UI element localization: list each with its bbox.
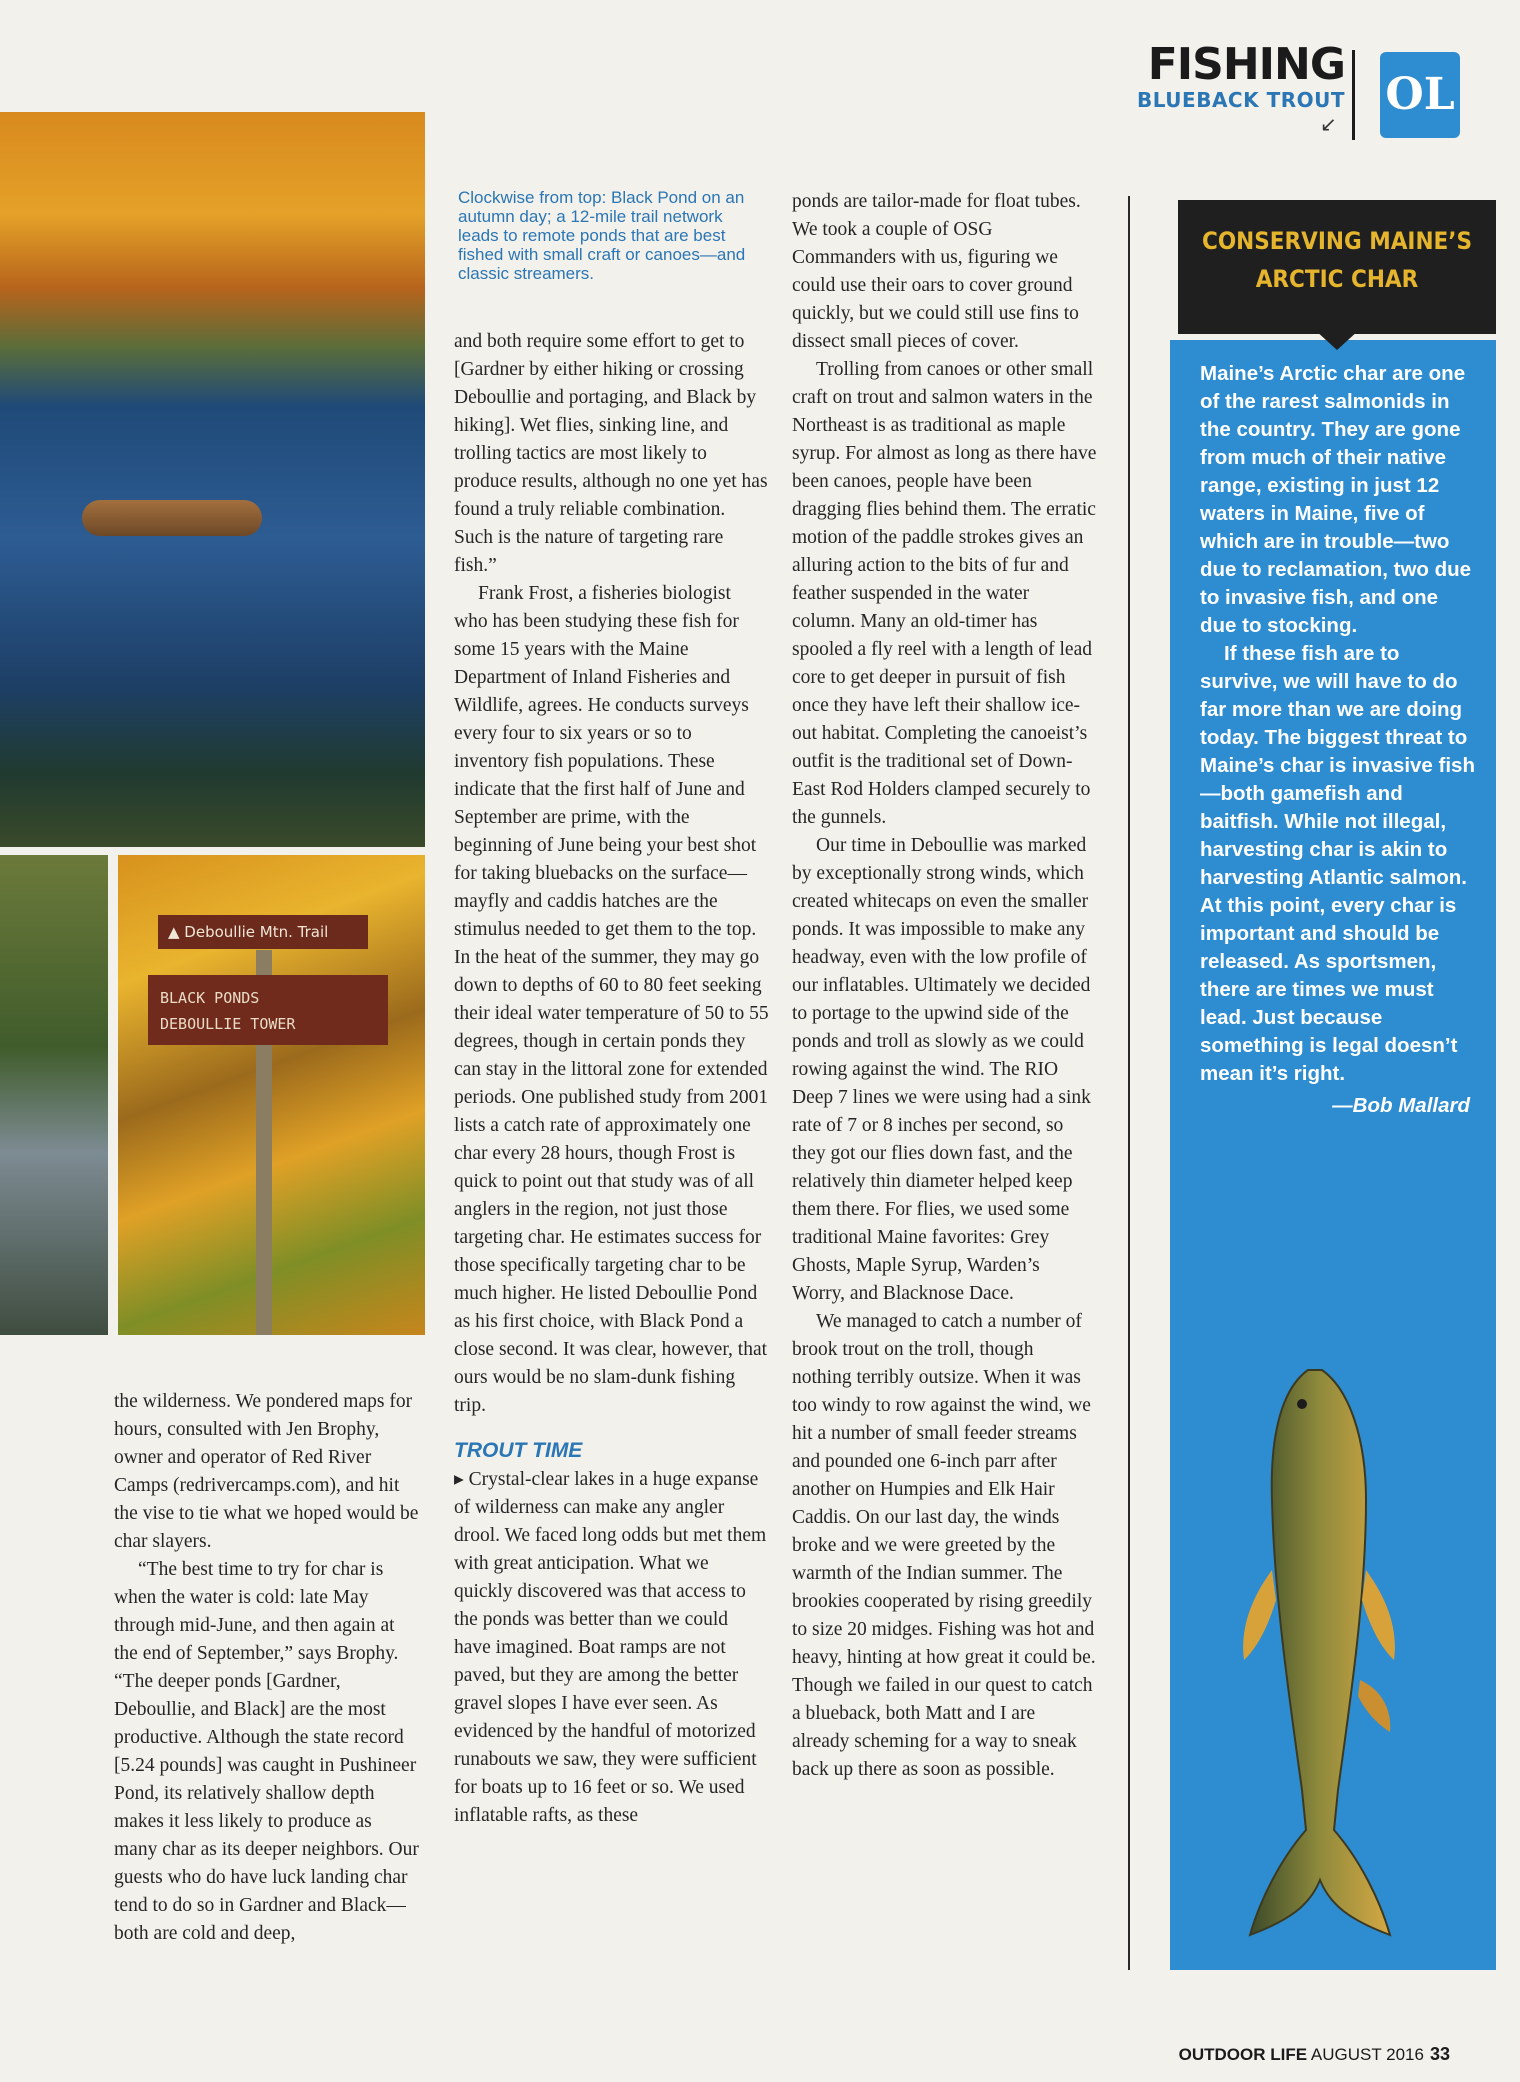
ol-logo: OL	[1380, 52, 1460, 138]
paragraph: “The best time to try for char is when the water is cold: late May through mid-June, and then again at the end of September,” says Brophy. “The deeper ponds [Gardner, Deboullie, and Black] are the most productive. Although the state record [5.24 pounds] was caught in Pushineer Pond, its relatively shallow depth makes it less likely to produce as many char as its deeper neighbors. Our guests who do have luck landing char tend to do so in Gardner and Black—both are cold and deep,	[114, 1559, 419, 1944]
paragraph: the wilderness. We pondered maps for hours, consulted with Jen Brophy, owner and operator of Red River Camps (redrivercamps.com), and hit the vise to tie what we hoped would be char slayers.	[114, 1391, 419, 1552]
direction-sign	[148, 975, 388, 1045]
photo-caption: Clockwise from top: Black Pond on an autumn day; a 12-mile trail network leads to remote ponds that are best fished with small craft or canoes—and classic streamers.	[458, 188, 746, 283]
sign-line-1: BLACK PONDS	[160, 989, 260, 1007]
sidebar-title-line-2: ARCTIC CHAR	[1255, 265, 1419, 293]
paragraph: Trolling from canoes or other small craft on trout and salmon waters in the Northeast is as traditional as maple syrup. For almost as long as there have been canoes, people have been dragging flies behind them. The erratic motion of the paddle strokes gives an alluring action to the bits of fur and feather suspended in the water column. Many an old-timer has spooled a fly reel with a length of lead core to get deeper in pursuit of fish once they have left their shallow ice-out habitat. Completing the canoeist’s outfit is the traditional set of Down-East Rod Holders clamped securely to the gunnels.	[792, 359, 1097, 828]
paragraph: ponds are tailor-made for float tubes. We took a couple of OSG Commanders with us, figuring we could use their oars to cover ground quickly, but we could still use fins to dissect small pieces of cover.	[792, 191, 1081, 352]
sidebar-paragraph: If these fish are to survive, we will have to do far more than we are doing today. The biggest threat to Maine’s char is invasive fish—both gamefish and baitfish. While not illegal, harvesting char is akin to harvesting Atlantic salmon. At this point, every char is important and should be released. As sportsmen, there are times we must lead. Just because something is legal doesn’t mean it’s right.	[1200, 642, 1475, 1085]
header-divider	[1352, 50, 1355, 140]
rock-in-pond	[82, 500, 262, 536]
sidebar-text	[1200, 360, 1480, 1120]
sidebar-paragraph: Maine’s Arctic char are one of the rarest salmonids in the country. They are gone from much of their native range, existing in just 12 waters in Maine, five of which are in trouble—two due to reclamation, two due to invasive fish, and one due to stocking.	[1200, 362, 1472, 637]
trail-sign-photo	[118, 855, 425, 1335]
sidebar-byline: —Bob Mallard	[1332, 1094, 1470, 1117]
subhead-trout-time: TROUT TIME	[454, 1439, 583, 1462]
sign-line-2: DEBOULLIE TOWER	[160, 1015, 296, 1033]
article-column-3	[792, 188, 1097, 1784]
magazine-name: OUTDOOR LIFE	[1178, 2045, 1308, 2064]
section-title: FISHING	[1147, 39, 1345, 90]
paragraph: We managed to catch a number of brook trout on the troll, though nothing terribly outsize. When it was too windy to row against the wind, we hit a number of small feeder streams and pounded one 6-inch parr after another on Humpies and Elk Hair Caddis. On our last day, the winds broke and we were greeted by the warmth of the Indian summer. The brookies cooperated by rising greedily to size 20 midges. Fishing was hot and heavy, hinting at how great it could be. Though we failed in our quest to catch a blueback, both Matt and I are already scheming for a way to sneak back up there as soon as possible.	[792, 1311, 1096, 1780]
issue-date: AUGUST 2016	[1310, 2045, 1424, 2064]
sidebar-notch	[1315, 330, 1359, 350]
column-rule	[1128, 196, 1130, 1970]
paragraph: ▸ Crystal-clear lakes in a huge expanse of wilderness can make any angler drool. We faced long odds but met them with great anticipation. What we quickly discovered was that access to the ponds was better than we could have imagined. Boat ramps are not paved, but they are among the better gravel slopes I have ever seen. As evidenced by the handful of motorized runabouts we saw, they were sufficient for boats up to 16 feet or so. We used inflatable rafts, as these	[454, 1469, 767, 1826]
paragraph: Frank Frost, a fisheries biologist who has been studying these fish for some 15 years with the Maine Department of Inland Fisheries and Wildlife, agrees. He conducts surveys every four to six years or so to inventory fish populations. These indicate that the first half of June and September are prime, with the beginning of June being your best shot for taking bluebacks on the surface—mayfly and caddis hatches are the stimulus needed to get them to the top. In the heat of the summer, they may go down to depths of 60 to 80 feet seeking their ideal water temperature of 50 to 55 degrees, though in certain ponds they can stay in the littoral zone for extended periods. One published study from 2001 lists a catch rate of approximately one char every 28 hours, though Frost is quick to point out that study was of all anglers in the region, not just those targeting char. He estimates success for those specifically targeting char to be much higher. He listed Deboullie Pond as his first choice, with Black Pond a close second. It was clear, however, that ours would be no slam-dunk fishing trip.	[454, 583, 769, 1416]
sidebar-title	[1178, 200, 1496, 334]
arctic-char-illustration	[1210, 1360, 1430, 1940]
black-pond-photo	[0, 112, 425, 847]
page-footer	[1160, 2044, 1450, 2065]
article-column-1	[114, 1388, 419, 1948]
page-number: 33	[1429, 2044, 1450, 2064]
section-subtitle: BLUEBACK TROUT	[1137, 88, 1345, 112]
article-column-2	[454, 328, 769, 1830]
canoe-photo	[0, 855, 108, 1335]
paragraph: and both require some effort to get to [Gardner by either hiking or crossing Deboullie and portaging, and Black by hiking]. Wet flies, sinking line, and trolling tactics are most likely to produce results, although no one yet has found a truly reliable combination. Such is the nature of targeting rare fish.”	[454, 331, 768, 576]
arrow-icon: ↙	[1320, 112, 1337, 136]
sidebar-title-line-1: CONSERVING MAINE’S	[1201, 227, 1473, 255]
paragraph: Our time in Deboullie was marked by exceptionally strong winds, which created whitecaps on even the smaller ponds. It was impossible to make any headway, even with the low profile of our inflatables. Ultimately we decided to portage to the upwind side of the ponds and troll as slowly as we could rowing against the wind. The RIO Deep 7 lines we were using had a sink rate of 7 or 8 inches per second, so they got our flies down fast, and the relatively thin diameter helped keep them there. For flies, we used some traditional Maine favorites: Grey Ghosts, Maple Syrup, Warden’s Worry, and Blacknose Dace.	[792, 835, 1091, 1304]
trail-sign-label: ▲ Deboullie Mtn. Trail	[158, 915, 368, 949]
